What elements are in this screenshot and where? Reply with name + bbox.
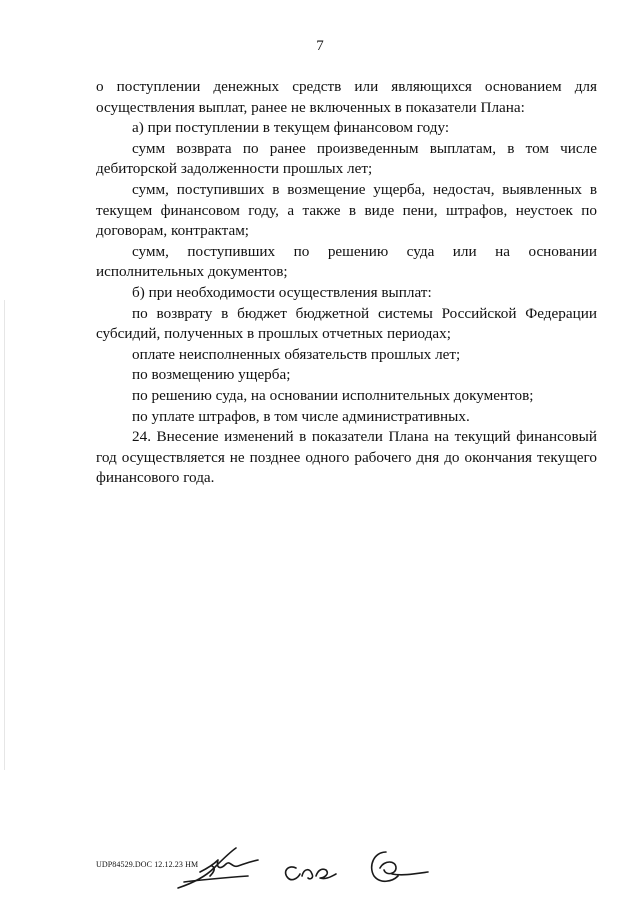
paragraph: по возврату в бюджет бюджетной системы Российской Федерации субсидий, полученных в прошлых отчетных периодах; (96, 304, 597, 343)
paragraph: сумм, поступивших по решению суда или на основании исполнительных документов; (96, 242, 597, 281)
signature-3-icon (372, 852, 428, 881)
page-number: 7 (316, 38, 324, 54)
body-text (96, 77, 597, 489)
signatures (170, 838, 440, 894)
signature-1-icon (178, 848, 258, 888)
scan-edge-line (4, 300, 5, 770)
paragraph: по решению суда, на основании исполнительных документов; (132, 386, 534, 404)
paragraph: б) при необходимости осуществления выплат: (132, 283, 432, 301)
paragraph: 24. Внесение изменений в показатели Плана на текущий финансовый год осуществляется не позднее одного рабочего дня до окончания текущего финансового года. (96, 428, 597, 487)
paragraph: по возмещению ущерба; (132, 366, 291, 384)
footer-doc-code: UDP84529.DOC 12.12.23 HM (96, 860, 199, 869)
signature-2-icon (286, 867, 336, 880)
paragraph: сумм возврата по ранее произведенным выплатам, в том числе дебиторской задолженности прошлых лет; (96, 139, 597, 178)
paragraph: а) при поступлении в текущем финансовом году: (132, 119, 450, 137)
paragraph: оплате неисполненных обязательств прошлых лет; (132, 345, 461, 363)
paragraph: сумм, поступивших в возмещение ущерба, недостач, выявленных в текущем финансовом году, а также в виде пени, штрафов, неустоек по договорам, контрактам; (96, 180, 597, 240)
paragraph: по уплате штрафов, в том числе административных. (132, 407, 470, 425)
paragraph: о поступлении денежных средств или являющихся основанием для осуществления выплат, ранее не включенных в показатели Плана: (96, 78, 597, 116)
